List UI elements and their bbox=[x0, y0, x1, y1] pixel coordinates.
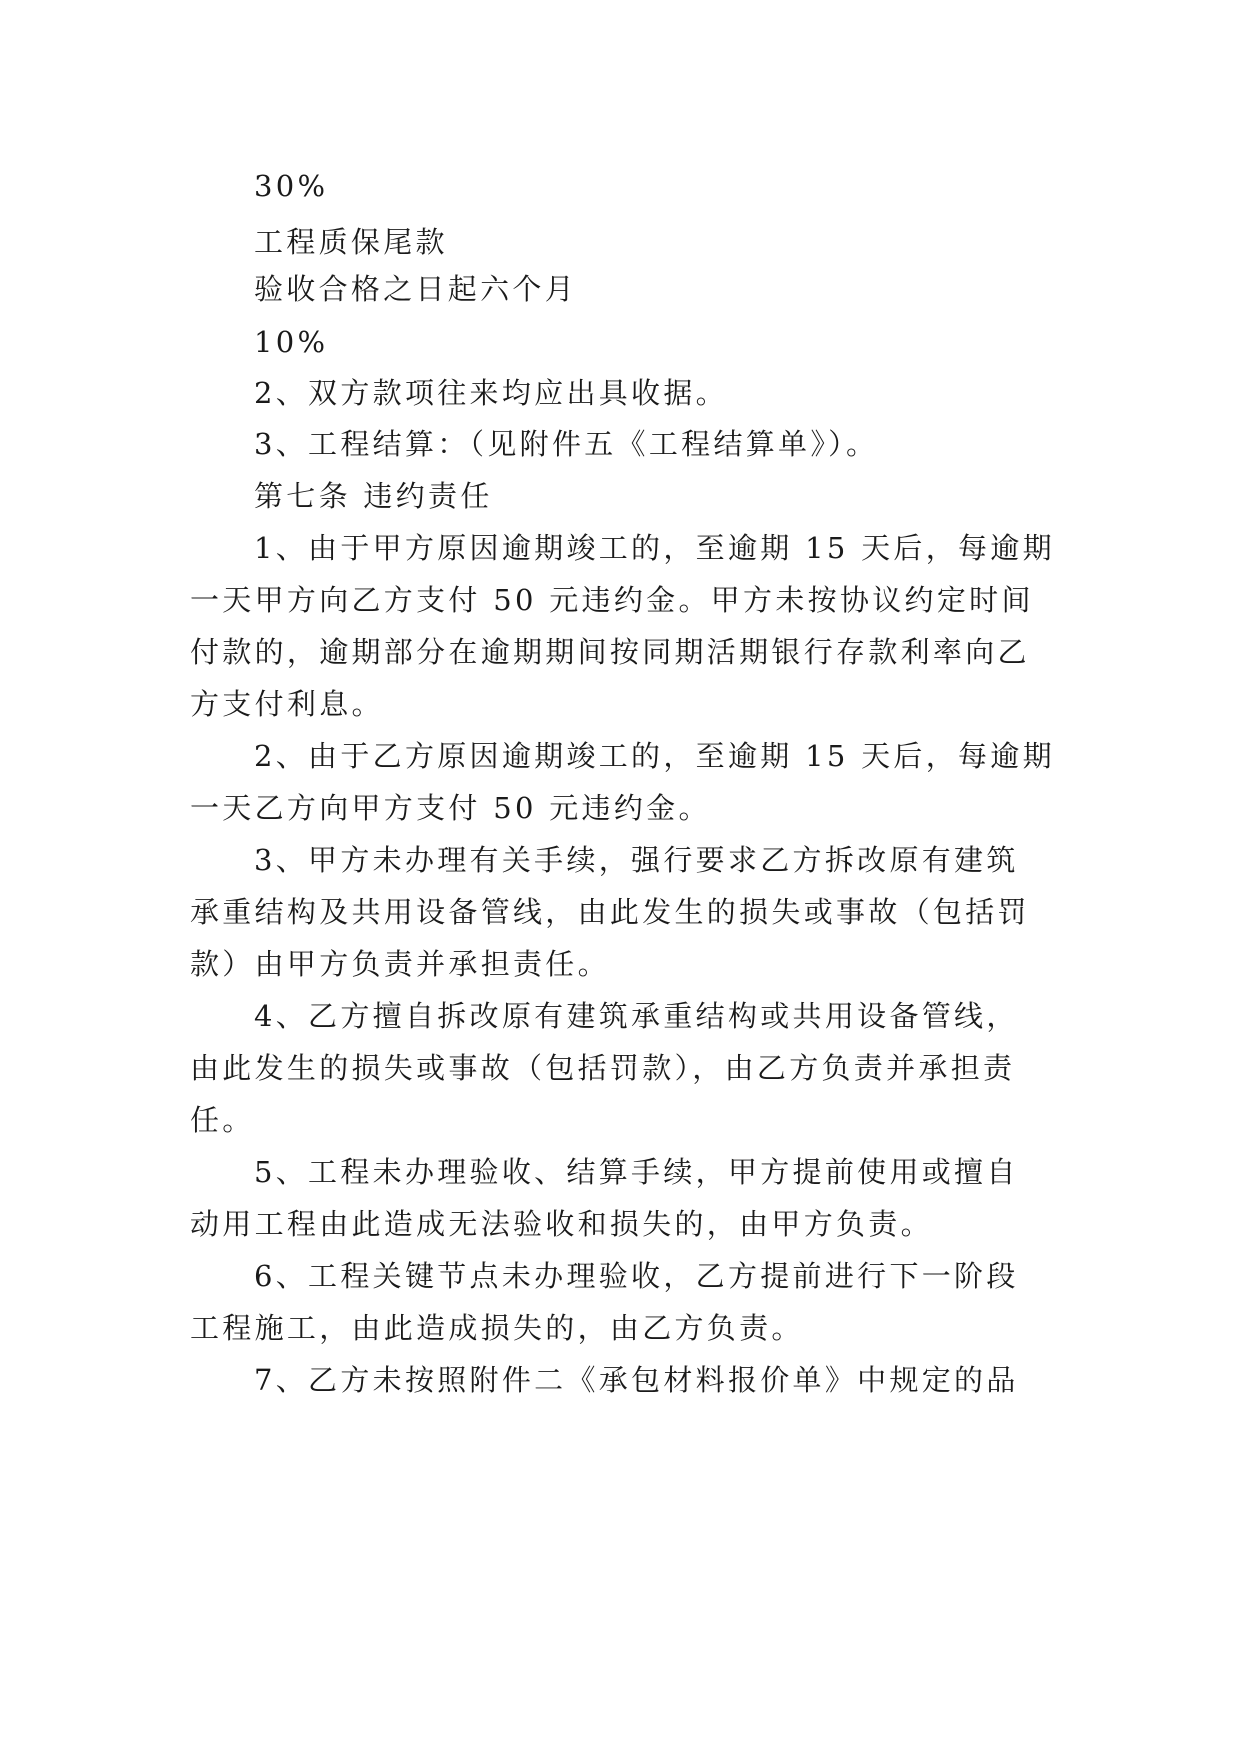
clause-1-line-3: 付款的，逾期部分在逾期期间按同期活期银行存款利率向乙 bbox=[190, 635, 1030, 669]
clause-4-line-3: 任。 bbox=[190, 1103, 255, 1137]
payment-percent-30: 30% bbox=[254, 169, 329, 203]
clause-6-line-1: 6、工程关键节点未办理验收，乙方提前进行下一阶段 bbox=[254, 1259, 1019, 1293]
clause-3-line-3: 款）由甲方负责并承担责任。 bbox=[190, 947, 610, 981]
clause-6-line-2: 工程施工，由此造成损失的，由乙方负责。 bbox=[190, 1311, 804, 1345]
article-seven-heading: 第七条 违约责任 bbox=[254, 479, 493, 513]
clause-1-line-2: 一天甲方向乙方支付 50 元违约金。甲方未按协议约定时间 bbox=[190, 583, 1034, 617]
clause-3-line-2: 承重结构及共用设备管线，由此发生的损失或事故（包括罚 bbox=[190, 895, 1030, 929]
clause-5-line-2: 动用工程由此造成无法验收和损失的，由甲方负责。 bbox=[190, 1207, 933, 1241]
clause-1-line-1: 1、由于甲方原因逾期竣工的，至逾期 15 天后，每逾期 bbox=[254, 531, 1055, 565]
payment-percent-10: 10% bbox=[254, 325, 329, 359]
paragraph-settlement: 3、工程结算：（见附件五《工程结算单》）。 bbox=[254, 427, 879, 461]
clause-4-line-2: 由此发生的损失或事故（包括罚款），由乙方负责并承担责 bbox=[190, 1051, 1016, 1085]
retention-period-text: 验收合格之日起六个月 bbox=[254, 272, 578, 306]
clause-5-line-1: 5、工程未办理验收、结算手续，甲方提前使用或擅自 bbox=[254, 1155, 1019, 1189]
clause-2-line-1: 2、由于乙方原因逾期竣工的，至逾期 15 天后，每逾期 bbox=[254, 739, 1055, 773]
paragraph-receipts: 2、双方款项往来均应出具收据。 bbox=[254, 376, 728, 410]
clause-3-line-1: 3、甲方未办理有关手续，强行要求乙方拆改原有建筑 bbox=[254, 843, 1019, 877]
clause-7-line-1: 7、乙方未按照附件二《承包材料报价单》中规定的品 bbox=[254, 1363, 1019, 1397]
clause-1-line-4: 方支付利息。 bbox=[190, 687, 384, 721]
quality-retention-label: 工程质保尾款 bbox=[254, 225, 448, 259]
clause-2-line-2: 一天乙方向甲方支付 50 元违约金。 bbox=[190, 791, 711, 825]
clause-4-line-1: 4、乙方擅自拆改原有建筑承重结构或共用设备管线， bbox=[254, 999, 1019, 1033]
